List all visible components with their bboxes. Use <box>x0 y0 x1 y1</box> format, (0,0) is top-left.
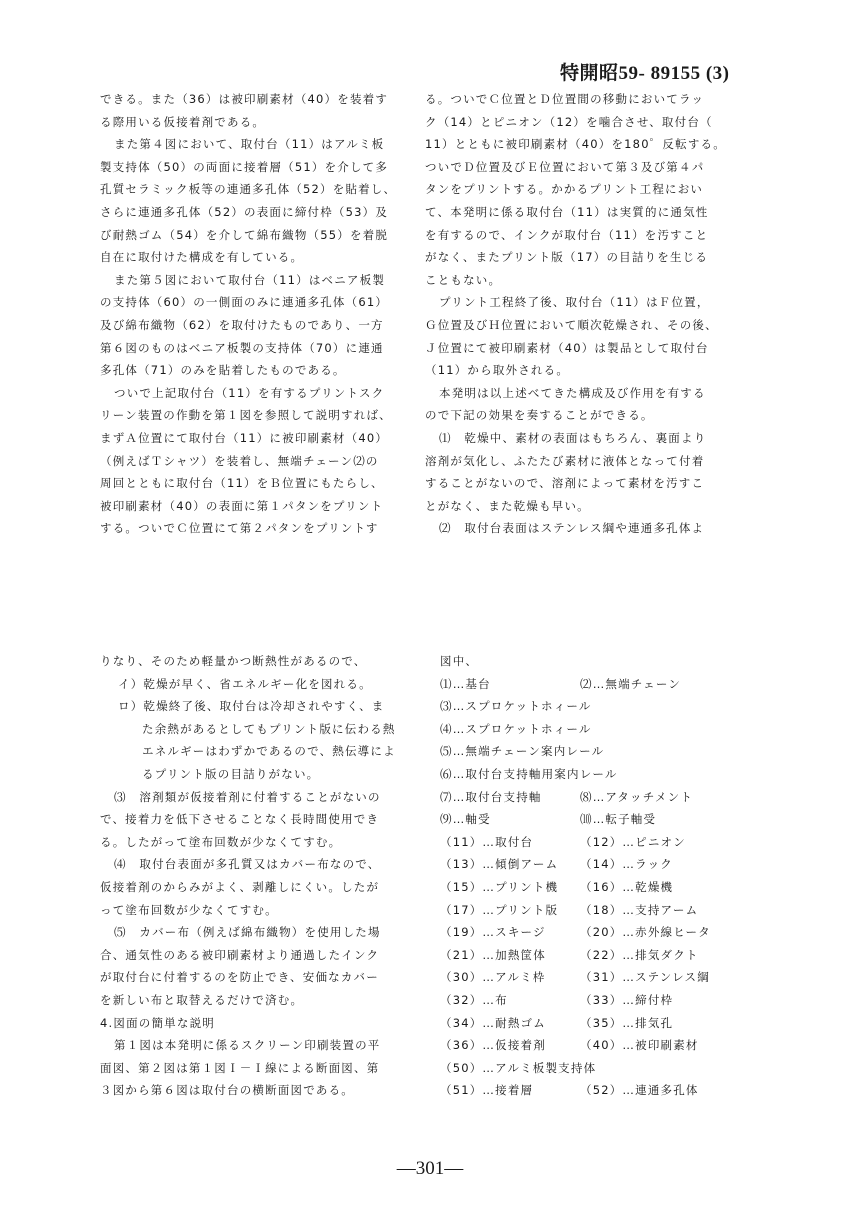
page-number: —301— <box>396 1158 464 1179</box>
legend-entry: （50）…アルミ板製支持体 <box>440 1060 597 1075</box>
legend-entry: （17）…プリント版 <box>440 902 559 917</box>
text-line: リーン装置の作動を第１図を参照して説明すれば、 <box>100 408 392 423</box>
legend-row <box>440 786 760 809</box>
legend-entry: （51）…接着層 <box>440 1083 534 1098</box>
legend-row <box>440 989 760 1012</box>
text-line: （例えばＴシャツ）を装着し、無端チェーン⑵の <box>100 453 379 468</box>
legend-entry: （32）…布 <box>440 992 508 1007</box>
legend-row <box>440 1034 760 1057</box>
legend-row <box>440 831 760 854</box>
text-line: 第１図は本発明に係るスクリーン印刷装置の平 <box>114 1038 381 1053</box>
legend-entry: ⑹…取付台支持軸用案内レール <box>440 766 618 781</box>
legend-entry: （19）…スキージ <box>440 925 546 940</box>
text-line: 11）とともに被印刷素材（40）を180゜反転する。 <box>425 137 726 152</box>
legend-entry: （30）…アルミ枠 <box>440 970 546 985</box>
text-line: こともない。 <box>425 272 502 287</box>
text-line: ⑴ 乾燥中、素材の表面はもちろん、裏面より <box>439 430 707 445</box>
text-line: 溶剤が気化し、ふたたび素材に液体となって付着 <box>425 453 705 468</box>
text-line: ⑷ 取付台表面が多孔質又はカバー布なので、 <box>114 857 381 872</box>
text-line: る。したがって塗布回数が少なくてすむ。 <box>100 834 342 849</box>
text-line: 及び綿布織物（62）を取付けたものであり、一方 <box>100 317 384 332</box>
legend-row <box>440 695 760 718</box>
text-line: ロ）乾燥終了後、取付台は冷却されやすく、ま <box>118 699 385 714</box>
text-line: プリント工程終了後、取付台（11）はＦ位置， <box>439 295 710 310</box>
legend-row <box>440 808 760 831</box>
legend-entry: （36）…仮接着剤 <box>440 1038 546 1053</box>
text-line: エネルギーはわずかであるので、熱伝導によ <box>142 744 396 759</box>
text-line: 仮接着剤のからみがよく、剥離しにくい。したが <box>100 879 380 894</box>
legend-entry: （52）…連通多孔体 <box>580 1083 699 1098</box>
legend-entry: ⑺…取付台支持軸 <box>440 789 542 804</box>
text-line: 合、通気性のある被印刷素材より通過したインク <box>100 947 380 962</box>
legend-entry: ⑴…基台 <box>440 676 491 691</box>
text-line: が取付台に付着するのを防止でき、安価なカバー <box>100 970 379 985</box>
text-line: 周回とともに取付台（11）をＢ位置にもたらし、 <box>100 476 384 491</box>
text-line: イ）乾燥が早く、省エネルギー化を図れる。 <box>118 676 372 691</box>
legend-row <box>440 1079 760 1102</box>
text-line: さらに連通多孔体（52）の表面に締付枠（53）及 <box>100 204 389 219</box>
legend-entry: （18）…支持アーム <box>580 902 699 917</box>
text-line: ３図から第６図は取付台の横断面図である。 <box>100 1083 354 1098</box>
text-line: りなり、そのため軽量かつ断熱性があるので、 <box>100 654 367 668</box>
text-column-top-left <box>100 88 415 540</box>
text-line: 孔質セラミック板等の連通多孔体（52）を貼着し、 <box>100 182 397 197</box>
legend-row <box>440 944 760 967</box>
text-line: ついで上記取付台（11）を有するプリントスク <box>114 385 385 400</box>
legend-entry: ⑶…スプロケットホィール <box>440 699 592 714</box>
text-line: タンをプリントする。かかるプリント工程におい <box>425 182 704 197</box>
legend-row <box>440 718 760 741</box>
text-line: る際用いる仮接着剤である。 <box>100 114 266 129</box>
legend-entry: （11）…取付台 <box>440 834 534 849</box>
legend-entry: （21）…加熱筐体 <box>440 947 546 962</box>
legend-entry: （33）…締付枠 <box>580 992 674 1007</box>
legend-entry: ⑻…アタッチメント <box>580 789 694 804</box>
text-line: Ｊ位置にて被印刷素材（40）は製品として取付台 <box>425 340 709 355</box>
legend-row <box>440 673 760 696</box>
legend-entry: （40）…被印刷素材 <box>580 1038 699 1053</box>
text-line: ⑵ 取付台表面はステンレス綱や連通多孔体よ <box>439 521 705 536</box>
text-line: た余熱があるとしてもプリント版に伝わる熱 <box>142 721 396 736</box>
legend-entry: （15）…プリント機 <box>440 879 559 894</box>
legend-entry: ⑵…無端チェーン <box>580 676 682 691</box>
text-line: の支持体（60）の一側面のみに連通多孔体（61） <box>100 295 389 310</box>
text-line: て、本発明に係る取付台（11）は実質的に通気性 <box>425 204 709 219</box>
text-line: する。ついでＣ位置にて第２パタンをプリントす <box>100 521 379 536</box>
text-line: 自在に取付けた構成を有している。 <box>100 250 304 265</box>
text-line: 多孔体（71）のみを貼着したものである。 <box>100 363 346 378</box>
text-line: 第６図のものはベニア板製の支持体（70）に連通 <box>100 340 384 355</box>
text-line: で、接着力を低下させることなく長時間使用でき <box>100 812 380 827</box>
text-line: ⑸ カバー布（例えば綿布織物）を使用した場 <box>114 925 381 940</box>
text-line: （11）から取外される。 <box>425 363 570 378</box>
legend-row <box>440 876 760 899</box>
text-line: 被印刷素材（40）の表面に第１パタンをプリント <box>100 498 384 513</box>
text-line: できる。また（36）は被印刷素材（40）を装着す <box>100 92 389 106</box>
text-line: とがなく、また乾燥も早い。 <box>425 498 590 513</box>
legend-entry: ⑸…無端チェーン案内レール <box>440 744 605 759</box>
text-line: まずＡ位置にて取付台（11）に被印刷素材（40） <box>100 430 389 445</box>
text-line: Ｇ位置及びＨ位置において順次乾燥され、その後、 <box>425 317 718 332</box>
legend-entry: （34）…耐熱ゴム <box>440 1015 546 1030</box>
legend-entry: （12）…ピニオン <box>580 834 686 849</box>
legend-row <box>440 966 760 989</box>
text-line: って塗布回数が少なくてすむ。 <box>100 902 278 917</box>
legend-entry: （35）…排気孔 <box>580 1015 674 1030</box>
legend-row <box>440 763 760 786</box>
legend-row <box>440 853 760 876</box>
text-line: ので下記の効果を奏することができる。 <box>425 408 654 423</box>
legend-entry: （31）…ステンレス綱 <box>580 970 710 985</box>
legend-entry: （16）…乾燥機 <box>580 879 674 894</box>
text-line: 製支持体（50）の両面に接着層（51）を介して多 <box>100 159 389 174</box>
legend-entry: ⑽…転子軸受 <box>580 812 657 827</box>
legend-entry: （22）…排気ダクト <box>580 947 699 962</box>
legend-row <box>440 740 760 763</box>
text-line: るプリント版の目詰りがない。 <box>142 766 320 781</box>
text-line: を新しい布と取替えるだけで済む。 <box>100 992 304 1007</box>
legend-entry: ⑼…軸受 <box>440 812 491 827</box>
legend-row <box>440 1057 760 1080</box>
text-column-bottom-left <box>100 650 415 1102</box>
legend-row <box>440 1012 760 1035</box>
text-line: 面図、第２図は第１図Ｉ－Ｉ線による断面図、第 <box>100 1060 380 1075</box>
text-line: ⑶ 溶剤類が仮接着剤に付着することがないの <box>114 789 381 804</box>
legend-entry: （14）…ラック <box>580 857 674 872</box>
legend-heading: 図中、 <box>440 654 479 668</box>
text-column-top-right <box>425 88 745 540</box>
legend-row <box>440 899 760 922</box>
text-line: がなく、またプリント版（17）の目詰りを生じる <box>425 250 709 265</box>
legend-row <box>440 921 760 944</box>
text-line: 本発明は以上述べてきた構成及び作用を有する <box>439 385 706 400</box>
legend-entry: （20）…赤外線ヒータ <box>580 925 711 940</box>
text-line: また第５図において取付台（11）はベニア板製 <box>114 272 386 287</box>
publication-number: 特開昭59- 89155 (3) <box>560 63 730 84</box>
text-line: を有するので、インクが取付台（11）を汚すこと <box>425 227 709 242</box>
text-line: ついでＤ位置及びＥ位置において第３及び第４パ <box>425 159 705 174</box>
text-line: また第４図において、取付台（11）はアルミ板 <box>114 137 385 152</box>
text-line: 4.図面の簡単な説明 <box>100 1015 215 1030</box>
legend-entry: （13）…傾倒アーム <box>440 857 559 872</box>
legend-column <box>440 650 760 1102</box>
text-line: することがないので、溶剤によって素材を汚すこ <box>425 476 705 491</box>
text-line: び耐熱ゴム（54）を介して綿布織物（55）を着脱 <box>100 227 389 242</box>
text-line: ク（14）とピニオン（12）を噛合させ、取付台（ <box>425 114 713 129</box>
text-line: る。ついでＣ位置とＤ位置間の移動においてラッ <box>425 92 705 106</box>
legend-entry: ⑷…スプロケットホィール <box>440 721 592 736</box>
